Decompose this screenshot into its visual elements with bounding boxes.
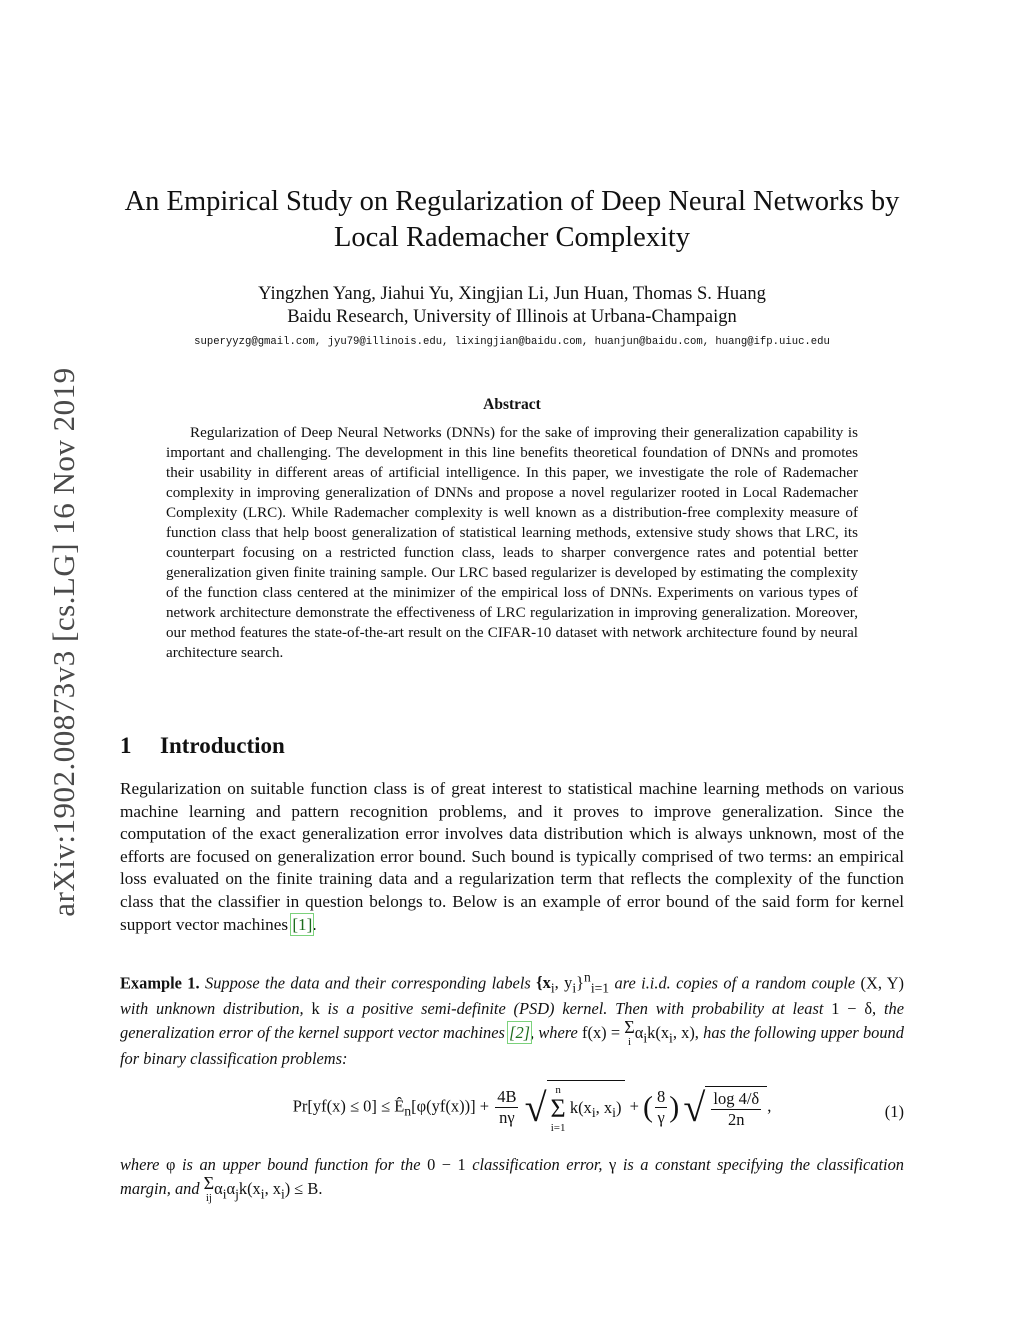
frac-8-gamma — [655, 1087, 667, 1128]
intro-paragraph — [120, 778, 904, 936]
intro-text: Regularization on suitable function class is of great interest to statistical machine learning methods on various machine learning and pattern recognition problems, and it proves to improve generalization. Since the computation of the exact generalization error involves data distribution which is always unknown, most of the efforts are focused on generalization error bound. Such bound is typically comprised of two terms: an empirical loss evaluated on the finite training data and a regularization term that reflects the complexity of the function class that the classifier in question belongs to. Below is an example of error bound of the said form for kernel support vector machines — [120, 779, 904, 934]
citation-link-1[interactable]: [1] — [292, 914, 313, 934]
example-probability: 1 − δ, — [831, 998, 877, 1018]
abstract-text — [166, 423, 858, 663]
author-names: Yingzhen Yang, Jiahui Yu, Xingjian Li, Jun Huan, Thomas S. Huang — [258, 284, 766, 304]
w-c: α — [226, 1178, 236, 1198]
sqrt-symbol-2: √ — [683, 1085, 706, 1130]
citation-link-2[interactable]: [2] — [509, 1022, 531, 1042]
example-text-1: Suppose the data and their corresponding labels — [205, 973, 531, 993]
sum-n: n Σ i=1 — [550, 1084, 566, 1134]
sum-bottom: i=1 — [550, 1122, 566, 1134]
abstract-paragraph: Regularization of Deep Neural Networks (DNNs) for the sake of improving their generalization capability is important and challenging. The development in this line benefits theoretical foundation of DNNs and promotes their usability in different areas of artificial intelligence. In this paper, we investigate the role of Rademacher complexity in improving generalization of DNNs and propose a novel regularizer rooted in Local Rademacher Complexity (LRC). While Rademacher complexity is well known as a distribution-free complexity measure of function class that help boost generalization of statistical learning methods, extensive study shows that LRC, its counterpart focusing on a restricted function class, leads to sharper convergence rates and potential better generalization given finite training sample. Our LRC based regularizer is developed by estimating the complexity of the function class centered at the minimizer of the empirical loss of DNNs. Experiments on various types of network architecture demonstrate the effectiveness of LRC regularization in improving generalization. Moreover, our method features the state-of-the-art result on the CIFAR-10 dataset with network architecture found by neural architecture search. — [166, 425, 858, 661]
eq-plus: + — [629, 1096, 639, 1116]
sqrt1-d: i — [612, 1105, 616, 1121]
example-text-3: with unknown distribution, — [120, 998, 304, 1018]
frac2-num: 8 — [657, 1087, 666, 1106]
frac1-den: nγ — [499, 1108, 515, 1127]
m5-sum-lim: i — [628, 1035, 632, 1048]
frac1-num: 4B — [497, 1087, 517, 1106]
m5b: α — [634, 1022, 644, 1042]
where-text-4: is a constant specifying the classification margin, and — [120, 1155, 904, 1198]
where-zero-one: 0 − 1 — [427, 1155, 466, 1174]
sum-top: n — [555, 1084, 561, 1096]
m1c: , y — [554, 973, 573, 993]
title-line-2: Local Rademacher Complexity — [333, 222, 691, 253]
sqrt-body-1 — [547, 1080, 626, 1135]
example-text-5: the generalization error of the kernel support vector machines — [120, 998, 905, 1042]
w-f: i — [260, 1186, 265, 1202]
m1: {x — [536, 973, 551, 993]
m1e: } — [576, 973, 584, 993]
w-b: i — [222, 1186, 227, 1202]
arxiv-identifier: arXiv:1902.00873v3 [cs.LG] 16 Nov 2019 — [46, 367, 81, 917]
section-title: Introduction — [160, 733, 285, 758]
sum-symbol: Σ i — [624, 1016, 635, 1048]
m1sup: n — [583, 970, 591, 985]
sqrt1-c: , x — [595, 1097, 613, 1117]
frac-log — [711, 1089, 761, 1130]
example-kernel-symbol: k — [311, 998, 320, 1018]
eq-lhs: Pr[yf(x) ≤ 0] ≤ Ê — [292, 1096, 405, 1116]
where-sum-lim: ij — [205, 1192, 212, 1204]
where-phi: φ — [165, 1155, 176, 1174]
author-emails: superyyzg@gmail.com, jyu79@illinois.edu, lixingjian@baidu.com, huanjun@baidu.com, huang@ifp.uiuc.edu — [194, 336, 830, 348]
title-line-1: An Empirical Study on Regularization of Deep Neural Networks by — [124, 186, 900, 217]
m5f: , x), — [672, 1022, 699, 1042]
frac2-den: γ — [657, 1108, 665, 1127]
equation-formula: $Pr[yf(x) \le 0] \le Ê_n[\varphi(yf(x))]$ + $\frac{4B}{n\gamma}$ √ n Σ i=1 $k(x_i$, $x_i$) + ( $\frac{8}{\gamma}$ ) √ $\frac{\log 4/\delta}{2n}$ , — [260, 1080, 804, 1135]
example-text-2: are i.i.d. copies of a random couple — [614, 973, 856, 993]
frac3-num: log 4/δ — [713, 1088, 760, 1108]
where-text-2: is an upper bound function for the — [181, 1155, 421, 1174]
m5e: i — [669, 1029, 673, 1045]
paper-title — [112, 184, 912, 256]
where-gamma: γ — [609, 1155, 617, 1174]
eq-comma: , — [767, 1096, 772, 1116]
where-text-3: classification error, — [472, 1155, 603, 1174]
example-f-definition — [582, 1016, 699, 1048]
w-a: α — [214, 1178, 223, 1198]
equation-number: (1) — [884, 1102, 904, 1121]
m1b: i — [550, 980, 555, 996]
author-affiliation: Baidu Research, University of Illinois at Urbana-Champaign — [287, 307, 737, 327]
sum-ij: Σ ij — [203, 1173, 215, 1204]
w-h: i — [280, 1186, 285, 1202]
example-label: Example 1. — [120, 973, 200, 993]
w-i: ) ≤ B. — [284, 1178, 323, 1198]
m5c: i — [643, 1029, 648, 1045]
where-clause — [120, 1155, 904, 1205]
w-e: k(x — [238, 1178, 261, 1198]
sqrt1-e: ) — [615, 1097, 622, 1117]
section-heading — [120, 733, 285, 759]
example-block — [120, 968, 904, 1069]
m1sub: i=1 — [590, 980, 610, 996]
eq-lhs-2: [φ(yf(x))] + — [411, 1096, 490, 1116]
where-sum-math — [203, 1173, 323, 1204]
w-g: , x — [264, 1178, 281, 1198]
frac3-den: 2n — [728, 1109, 745, 1129]
sqrt-body-2 — [705, 1086, 767, 1130]
example-text-6: , where — [530, 1022, 578, 1042]
w-d: j — [235, 1186, 239, 1202]
m1d: i — [572, 980, 577, 996]
equation-1 — [120, 1080, 904, 1144]
eq-lhs-sub: n — [404, 1103, 412, 1119]
abstract-heading: Abstract — [483, 396, 541, 413]
sqrt-symbol-1: √ — [524, 1085, 547, 1130]
intro-period: . — [312, 914, 317, 934]
example-random-couple: (X, Y) — [860, 973, 905, 993]
author-block — [112, 283, 912, 329]
sqrt1-a: k(x — [569, 1097, 592, 1117]
section-number: 1 — [120, 733, 132, 758]
example-text-4: is a positive semi-definite (PSD) kernel. Then with probability at least — [327, 998, 824, 1018]
example-text-7: has the following upper bound for binary classification problems: — [120, 1022, 904, 1068]
sqrt1-b: i — [591, 1105, 596, 1121]
example-labels-math — [536, 970, 610, 996]
frac-4b-ngamma — [495, 1087, 518, 1128]
m5d: k(x — [647, 1022, 670, 1042]
where-text-1: where — [120, 1155, 160, 1174]
m5: f(x) = — [582, 1022, 621, 1042]
